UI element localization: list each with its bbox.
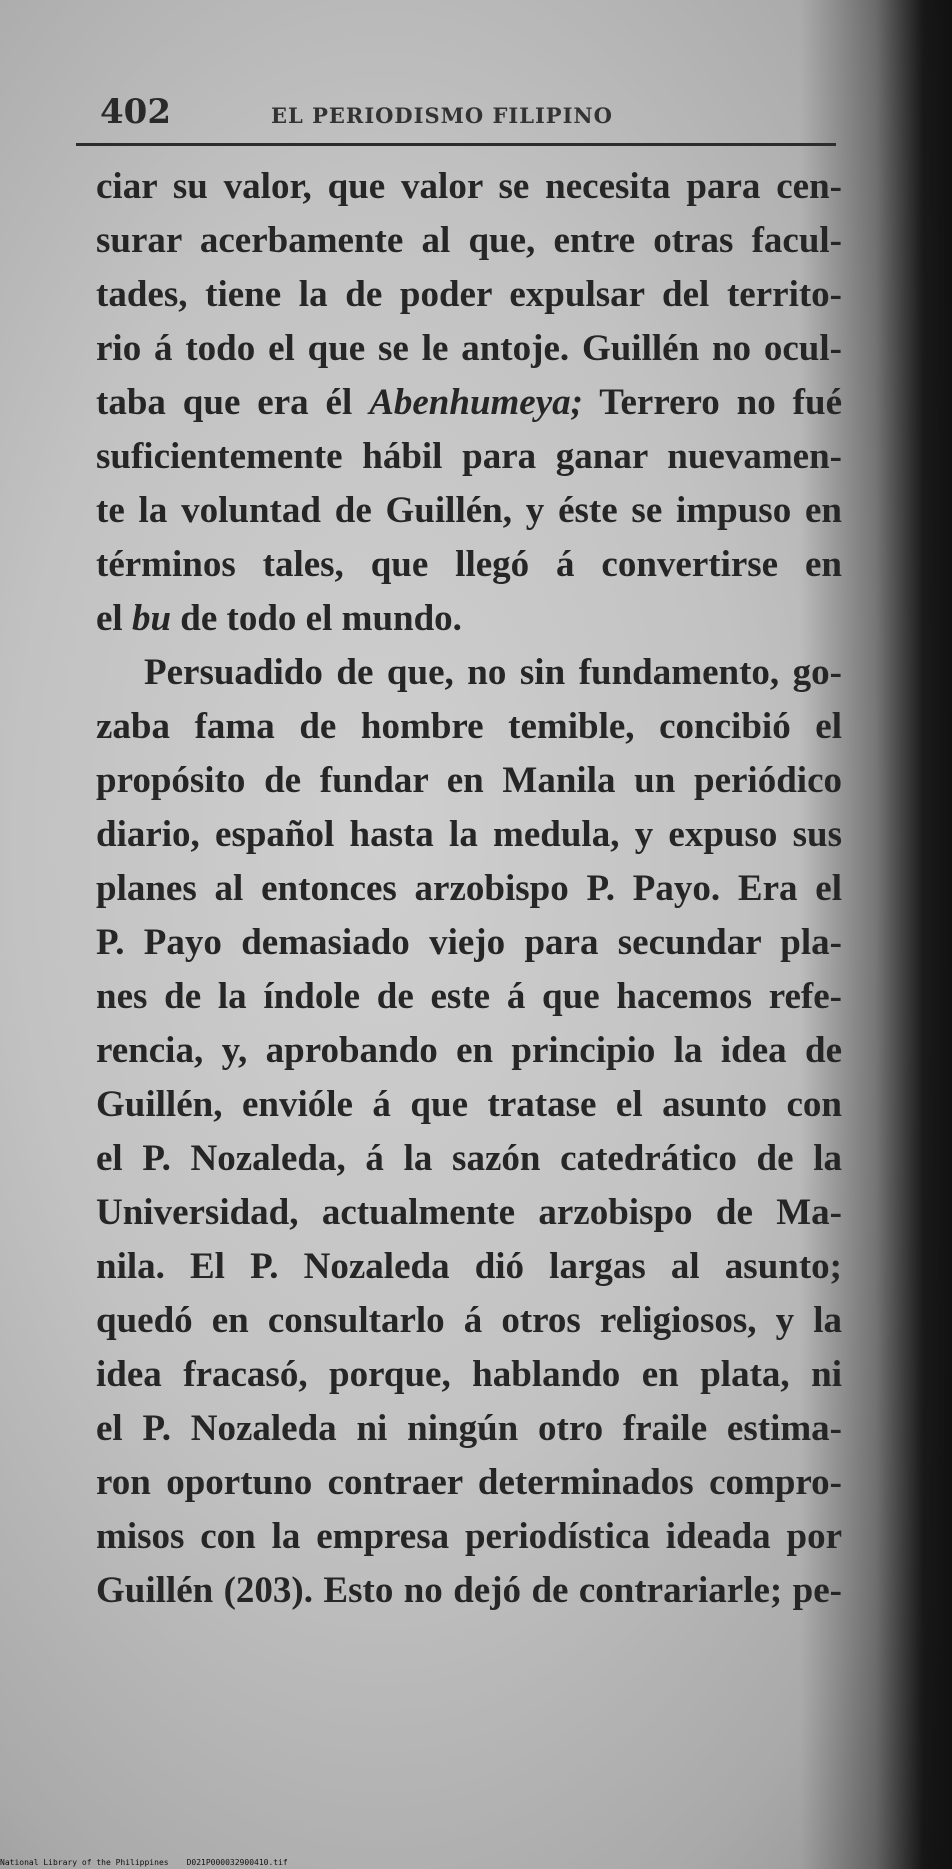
text-line: zaba fama de hombre temible, concibió el [96, 706, 842, 747]
text-line: el bu de todo el mundo. [96, 598, 462, 639]
header-rule [76, 143, 836, 146]
text-line: idea fracasó, porque, hablando en plata, ni [96, 1354, 842, 1395]
text-line: el P. Nozaleda, á la sazón catedrático de la [96, 1138, 842, 1179]
text-line: ciar su valor, que valor se necesita para cen- [96, 166, 842, 207]
text-line: misos con la empresa periodística ideada por [96, 1516, 842, 1557]
scan-footer [0, 1858, 306, 1867]
text-line: Guillén (203). Esto no dejó de contrariarle; pe- [96, 1570, 842, 1611]
page-number: 402 [100, 92, 171, 132]
italic-term: bu [131, 598, 172, 639]
running-title: EL PERIODISMO FILIPINO [270, 103, 613, 128]
text-line: P. Payo demasiado viejo para secundar pla- [96, 922, 842, 963]
italic-term: Abenhumeya; [369, 382, 583, 423]
library-credit: National Library of the Philippines [0, 1858, 169, 1867]
text-line: suficientemente hábil para ganar nuevamen- [96, 436, 842, 477]
text-line: nila. El P. Nozaleda dió largas al asunto; [96, 1246, 842, 1287]
text-line: quedó en consultarlo á otros religiosos, y la [96, 1300, 842, 1341]
text-line: Universidad, actualmente arzobispo de Ma- [96, 1192, 842, 1233]
text-line: términos tales, que llegó á convertirse en [96, 544, 842, 585]
text-line: rencia, y, aprobando en principio la idea de [96, 1030, 842, 1071]
text-line: taba que era él Abenhumeya; Terrero no fué [96, 382, 842, 423]
page-header [100, 92, 835, 132]
text-line: Persuadido de que, no sin fundamento, go- [144, 652, 842, 693]
text-line: planes al entonces arzobispo P. Payo. Era el [96, 868, 842, 909]
text-line: propósito de fundar en Manila un periódico [96, 760, 842, 801]
body-text [96, 160, 842, 1618]
text-line: nes de la índole de este á que hacemos refe- [96, 976, 842, 1017]
file-id: D021P000032900410.tif [186, 1858, 288, 1867]
text-line: surar acerbamente al que, entre otras facul- [96, 220, 842, 261]
text-line: diario, español hasta la medula, y expuso sus [96, 814, 842, 855]
text-line: te la voluntad de Guillén, y éste se impuso en [96, 490, 842, 531]
text-line: ron oportuno contraer determinados compro- [96, 1462, 842, 1503]
text-line: Guillén, envióle á que tratase el asunto con [96, 1084, 842, 1125]
text-line: el P. Nozaleda ni ningún otro fraile estima- [96, 1408, 842, 1449]
text-line: rio á todo el que se le antoje. Guillén no ocul- [96, 328, 842, 369]
text-line: tades, tiene la de poder expulsar del territo- [96, 274, 842, 315]
